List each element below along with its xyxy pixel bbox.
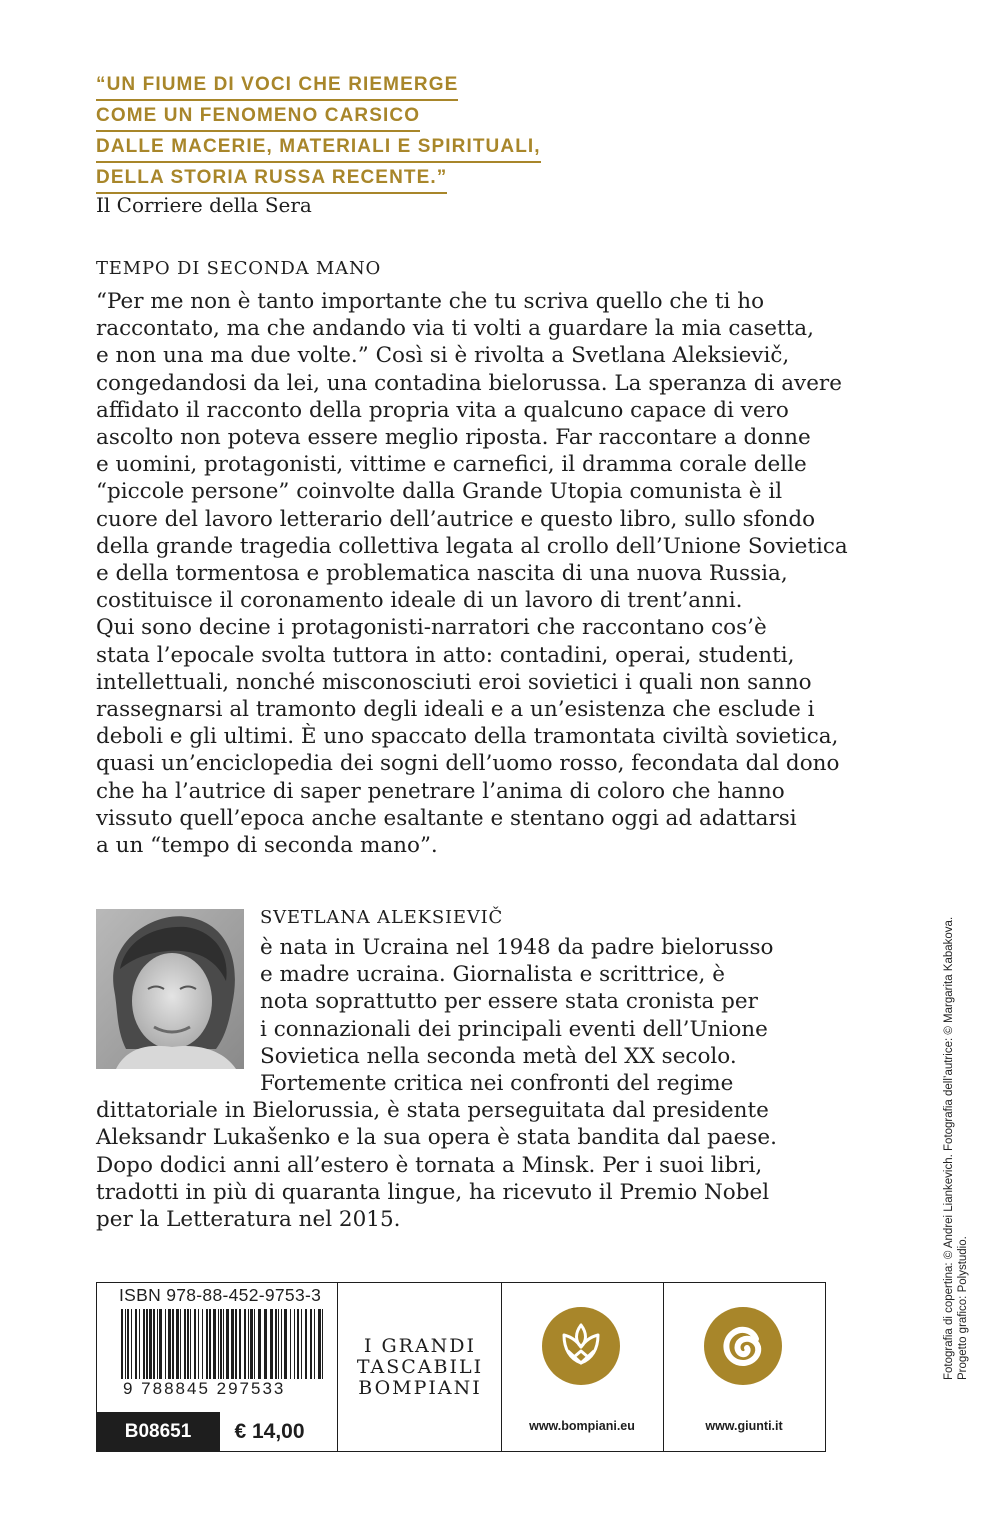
quote-line: “UN FIUME DI VOCI CHE RIEMERGE <box>96 72 458 101</box>
text-line: vissuto quell’epoca anche esaltante e stentano oggi ad adattarsi <box>96 805 797 831</box>
series-line: BOMPIANI <box>358 1376 482 1399</box>
series-name <box>338 1283 502 1451</box>
bompiani-logo-icon <box>542 1307 620 1385</box>
text-line: cuore del lavoro letterario dell’autrice e questo libro, sullo sfondo <box>96 506 816 532</box>
barcode-panel <box>96 1282 826 1452</box>
barcode-bar <box>297 1309 299 1379</box>
barcode-bar <box>125 1309 126 1379</box>
barcode-bar <box>176 1309 179 1379</box>
barcode-bar <box>168 1309 171 1379</box>
text-line: e madre ucraina. Giornalista e scrittrice, è <box>260 962 725 988</box>
barcode-bar <box>187 1309 189 1379</box>
barcode-bar <box>213 1309 216 1379</box>
photo-credits <box>942 900 969 1380</box>
quote-line: DALLE MACERIE, MATERIALI E SPIRITUALI, <box>96 134 541 163</box>
text-line: e non una ma due volte.” Così si è rivolta a Svetlana Aleksievič, <box>96 343 790 369</box>
barcode-bar <box>131 1309 132 1379</box>
barcode-bar <box>220 1309 222 1379</box>
barcode-bar <box>270 1309 273 1379</box>
barcode-bar <box>301 1309 302 1379</box>
barcode-bar <box>258 1309 261 1379</box>
synopsis <box>96 288 916 859</box>
barcode-bar <box>290 1309 291 1379</box>
ean-digits: 9 788845 297533 <box>123 1379 286 1398</box>
barcode-bar <box>284 1309 287 1379</box>
barcode-bar <box>310 1309 312 1379</box>
quote-line: DELLA STORIA RUSSA RECENTE.” <box>96 165 447 194</box>
barcode-bar <box>172 1309 174 1379</box>
barcode-bar <box>202 1309 203 1379</box>
barcode-bar <box>275 1309 277 1379</box>
series-line: I GRANDI <box>363 1334 477 1357</box>
text-line: rassegnarsi al tramonto degli ideali e a un’esistenza che esclude i <box>96 697 815 723</box>
text-line: “piccole persone” coinvolte dalla Grande Utopia comunista è il <box>96 479 783 505</box>
series-line: TASCABILI <box>356 1355 484 1378</box>
barcode-bar <box>153 1309 155 1379</box>
barcode-bar <box>248 1309 249 1379</box>
barcode-bar <box>190 1309 191 1379</box>
text-line: Fortemente critica nei confronti del regime <box>260 1071 734 1097</box>
barcode-bar <box>127 1309 129 1379</box>
barcode-bar <box>264 1309 267 1379</box>
book-title: TEMPO DI SECONDA MANO <box>96 258 382 279</box>
text-line: Aleksandr Lukašenko e la sua opera è stata bandita dal paese. <box>96 1125 777 1151</box>
barcode-bar <box>322 1309 323 1379</box>
text-line: tradotti in più di quaranta lingue, ha ricevuto il Premio Nobel <box>96 1179 770 1205</box>
barcode-bar <box>165 1309 166 1379</box>
barcode-bar <box>143 1309 145 1379</box>
giunti-logo-icon <box>704 1307 782 1385</box>
barcode-bar <box>250 1309 253 1379</box>
barcode-bar <box>294 1309 295 1379</box>
barcode-bar <box>121 1309 123 1379</box>
text-line: “Per me non è tanto importante che tu scriva quello che ti ho <box>96 289 765 314</box>
barcode-bar <box>231 1309 234 1379</box>
barcode-bar <box>278 1309 279 1379</box>
text-line: ascolto non poteva essere meglio riposta. Far raccontare a donne <box>96 425 811 451</box>
barcode-bar <box>198 1309 199 1379</box>
barcode-bar <box>281 1309 282 1379</box>
author-name: SVETLANA ALEKSIEVIČ <box>260 907 504 928</box>
giunti-cell <box>663 1283 828 1451</box>
quote-source: Il Corriere della Sera <box>96 193 312 217</box>
text-line: raccontato, ma che andando via ti volti a guardare la mia casetta, <box>96 316 814 342</box>
barcode-bar <box>223 1309 224 1379</box>
text-line: è nata in Ucraina nel 1948 da padre bielorusso <box>260 935 774 960</box>
barcode-bar <box>318 1309 321 1379</box>
text-line: e uomini, protagonisti, vittime e carnefici, il dramma corale delle <box>96 452 807 478</box>
text-line: deboli e gli ultimi. È uno spaccato della tramontata civiltà sovietica, <box>96 724 839 750</box>
barcode-bar <box>305 1309 307 1379</box>
barcode-bar <box>184 1309 186 1379</box>
barcode-bar <box>159 1309 162 1379</box>
barcode-bar <box>139 1309 140 1379</box>
barcode-bar <box>226 1309 229 1379</box>
text-line: a un “tempo di seconda mano”. <box>96 833 438 859</box>
text-line: che ha l’autrice di saper penetrare l’anima di coloro che hanno <box>96 778 785 804</box>
price: € 14,00 <box>219 1412 319 1452</box>
quote-block <box>96 72 696 196</box>
barcode-bar <box>157 1309 158 1379</box>
series-cell <box>337 1283 502 1451</box>
quote-line: COME UN FENOMENO CARSICO <box>96 103 420 132</box>
bompiani-url[interactable]: www.bompiani.eu <box>529 1419 635 1433</box>
bompiani-cell <box>501 1283 664 1451</box>
text-line: quasi un’enciclopedia dei sogni dell’uomo rosso, fecondata dal dono <box>96 751 840 777</box>
text-line: affidato il racconto della propria vita a qualcuno capace di vero <box>96 397 789 423</box>
barcode-bar <box>135 1309 137 1379</box>
barcode-bar <box>209 1309 211 1379</box>
barcode-bar <box>235 1309 237 1379</box>
text-line: Qui sono decine i protagonisti-narratori che raccontano cos’è <box>96 615 767 641</box>
barcode-bar <box>218 1309 219 1379</box>
text-line: costituisce il coronamento ideale di un lavoro di trent’anni. <box>96 588 743 614</box>
text-line: della grande tragedia collettiva legata al crollo dell’Unione Sovietica <box>96 533 848 559</box>
barcode-bar <box>149 1309 152 1379</box>
text-line: per la Letteratura nel 2015. <box>96 1207 401 1233</box>
text-line: Dopo dodici anni all’estero è tornata a Minsk. Per i suoi libri, <box>96 1152 763 1178</box>
barcode-cell <box>97 1283 337 1451</box>
barcode-bar <box>244 1309 246 1379</box>
credit-line: Progetto grafico: Polystudio. <box>957 1236 969 1380</box>
text-line: Sovietica nella seconda metà del XX secolo. <box>260 1043 737 1069</box>
text-line: stata l’epocale svolta tuttora in atto: contadini, operai, studenti, <box>96 642 795 668</box>
credit-line: Fotografia di copertina: © Andrei Liankevich. Fotografia dell’autrice: © Margarita Kabakova. <box>943 916 955 1380</box>
barcode-bar <box>254 1309 255 1379</box>
text-line: i connazionali dei principali eventi dell’Unione <box>260 1016 768 1042</box>
product-code: B08651 <box>97 1412 219 1452</box>
text-line: nota soprattutto per essere stata cronista per <box>260 989 758 1015</box>
barcode-bar <box>180 1309 181 1379</box>
barcode-bar <box>194 1309 196 1379</box>
text-line: congedandosi da lei, una contadina bielorussa. La speranza di avere <box>96 370 842 396</box>
text-line: dittatoriale in Bielorussia, è stata perseguitata dal presidente <box>96 1098 769 1124</box>
author-bio <box>96 934 916 1233</box>
isbn-text: ISBN 978-88-452-9753-3 <box>119 1285 322 1305</box>
barcode-bar <box>146 1309 148 1379</box>
barcode-bar <box>239 1309 241 1379</box>
barcode-bar <box>314 1309 315 1379</box>
text-line: e della tormentosa e problematica nascita di una nuova Russia, <box>96 561 788 587</box>
barcode-bar <box>206 1309 208 1379</box>
text-line: intellettuali, nonché misconosciuti eroi sovietici i quali non sanno <box>96 669 812 695</box>
giunti-url[interactable]: www.giunti.it <box>705 1419 783 1433</box>
